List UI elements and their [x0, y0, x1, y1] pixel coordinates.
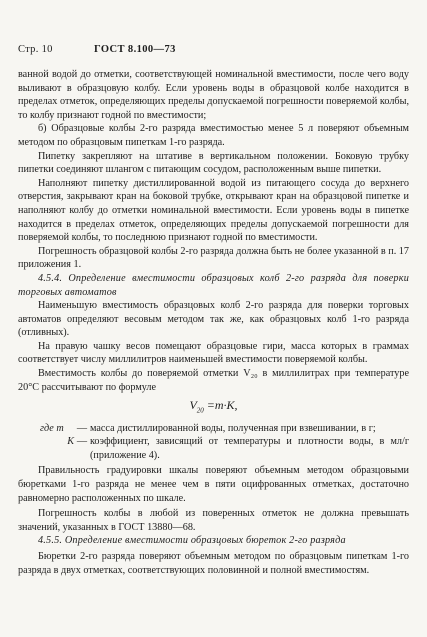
paragraph: Погрешность колбы в любой из поверенных отметок не должна превышать значений, указанных в ГОСТ 13880—68.: [18, 508, 409, 533]
section-heading: 4.5.4. Определение вместимости образцовых колб 2-го разряда для поверки торговых автоматов: [18, 272, 409, 298]
definition-dash: —: [76, 436, 88, 448]
paragraph: Наименьшую вместимость образцовых колб 2-го разряда для поверки торговых автоматов определяют весовым методом так же, как образцовых колб 1-го разряда (отливных).: [18, 300, 409, 339]
standard-number: ГОСТ 8.100—73: [94, 44, 176, 55]
formula-lhs: V: [189, 398, 197, 413]
paragraph: Наполняют пипетку дистиллированной водой из питающего сосуда до верхнего отверстия, закрывают кран на боковой трубке, открывают кран на образцовой пипетке и наполняют колбу до отметки номинальной вместимости. Если уровень воды в пипетке находится в пределах отметок, определяющих пределы допускаемой погрешности для поверяемой колбы, то последнюю признают годной по вместимости.: [18, 177, 409, 244]
page-number: Стр. 10: [18, 44, 53, 55]
formula-rhs: =m·K,: [206, 398, 238, 413]
definition-dash: —: [76, 422, 88, 434]
paragraph: б) Образцовые колбы 2-го разряда вместимостью менее 5 л поверяют объемным методом по образцовым пипеткам 1-го разряда.: [18, 123, 409, 148]
paragraph: Правильность градуировки шкалы поверяют объемным методом образцовыми бюретками 1-го разряда не менее чем в пяти оцифрованных отметках, достаточно равномерно расположенных по шкале.: [18, 465, 409, 504]
definition-symbol: K: [67, 436, 74, 448]
section-heading: 4.5.5. Определение вместимости образцовых бюреток 2-го разряда: [38, 535, 346, 547]
document-body: [18, 68, 409, 577]
paragraph: На правую чашку весов помещают образцовые гири, масса которых в граммах соответствует числу миллилитров наименьшей вместимости поверяемой колбы.: [18, 340, 409, 366]
definition-symbol: где m: [40, 422, 64, 434]
formula-subscript: 20: [196, 406, 204, 415]
paragraph: Пипетку закрепляют на штативе в вертикальном положении. Боковую трубку пипетки соединяют шлангом с питающим сосудом, расположенным выше пипетки.: [18, 150, 409, 176]
page-header: [16, 44, 417, 60]
definition-text: коэффициент, зависящий от температуры и плотности воды, в мл/г (приложение 4).: [90, 436, 409, 461]
definition-item: [40, 435, 409, 462]
definition-text: масса дистиллированной воды, полученная при взвешивании, в г;: [90, 422, 376, 434]
paragraph: Погрешность образцовой колбы 2-го разряда должна быть не более указанной в п. 17 приложения 1.: [18, 245, 409, 271]
formula: [18, 396, 409, 419]
paragraph: Бюретки 2-го разряда поверяют объемным методом по образцовым пипеткам 1-го разряда в двух отметках, соответствующих половинной и полной вместимостям.: [18, 550, 409, 576]
paragraph: ванной водой до отметки, соответствующей номинальной вместимости, после чего воду выливают в образцовую колбу. Если уровень воды в образцовой колбе находится в пределах отметок, определяющих пределы допускаемой погрешности поверяемой колбы, то колбу признают годной по вместимости;: [18, 69, 409, 121]
definition-item: [40, 422, 409, 436]
paragraph: Вместимость колбы до поверяемой отметки V₂₀ в миллилитрах при температуре 20°С рассчитывают по формуле: [18, 368, 409, 393]
